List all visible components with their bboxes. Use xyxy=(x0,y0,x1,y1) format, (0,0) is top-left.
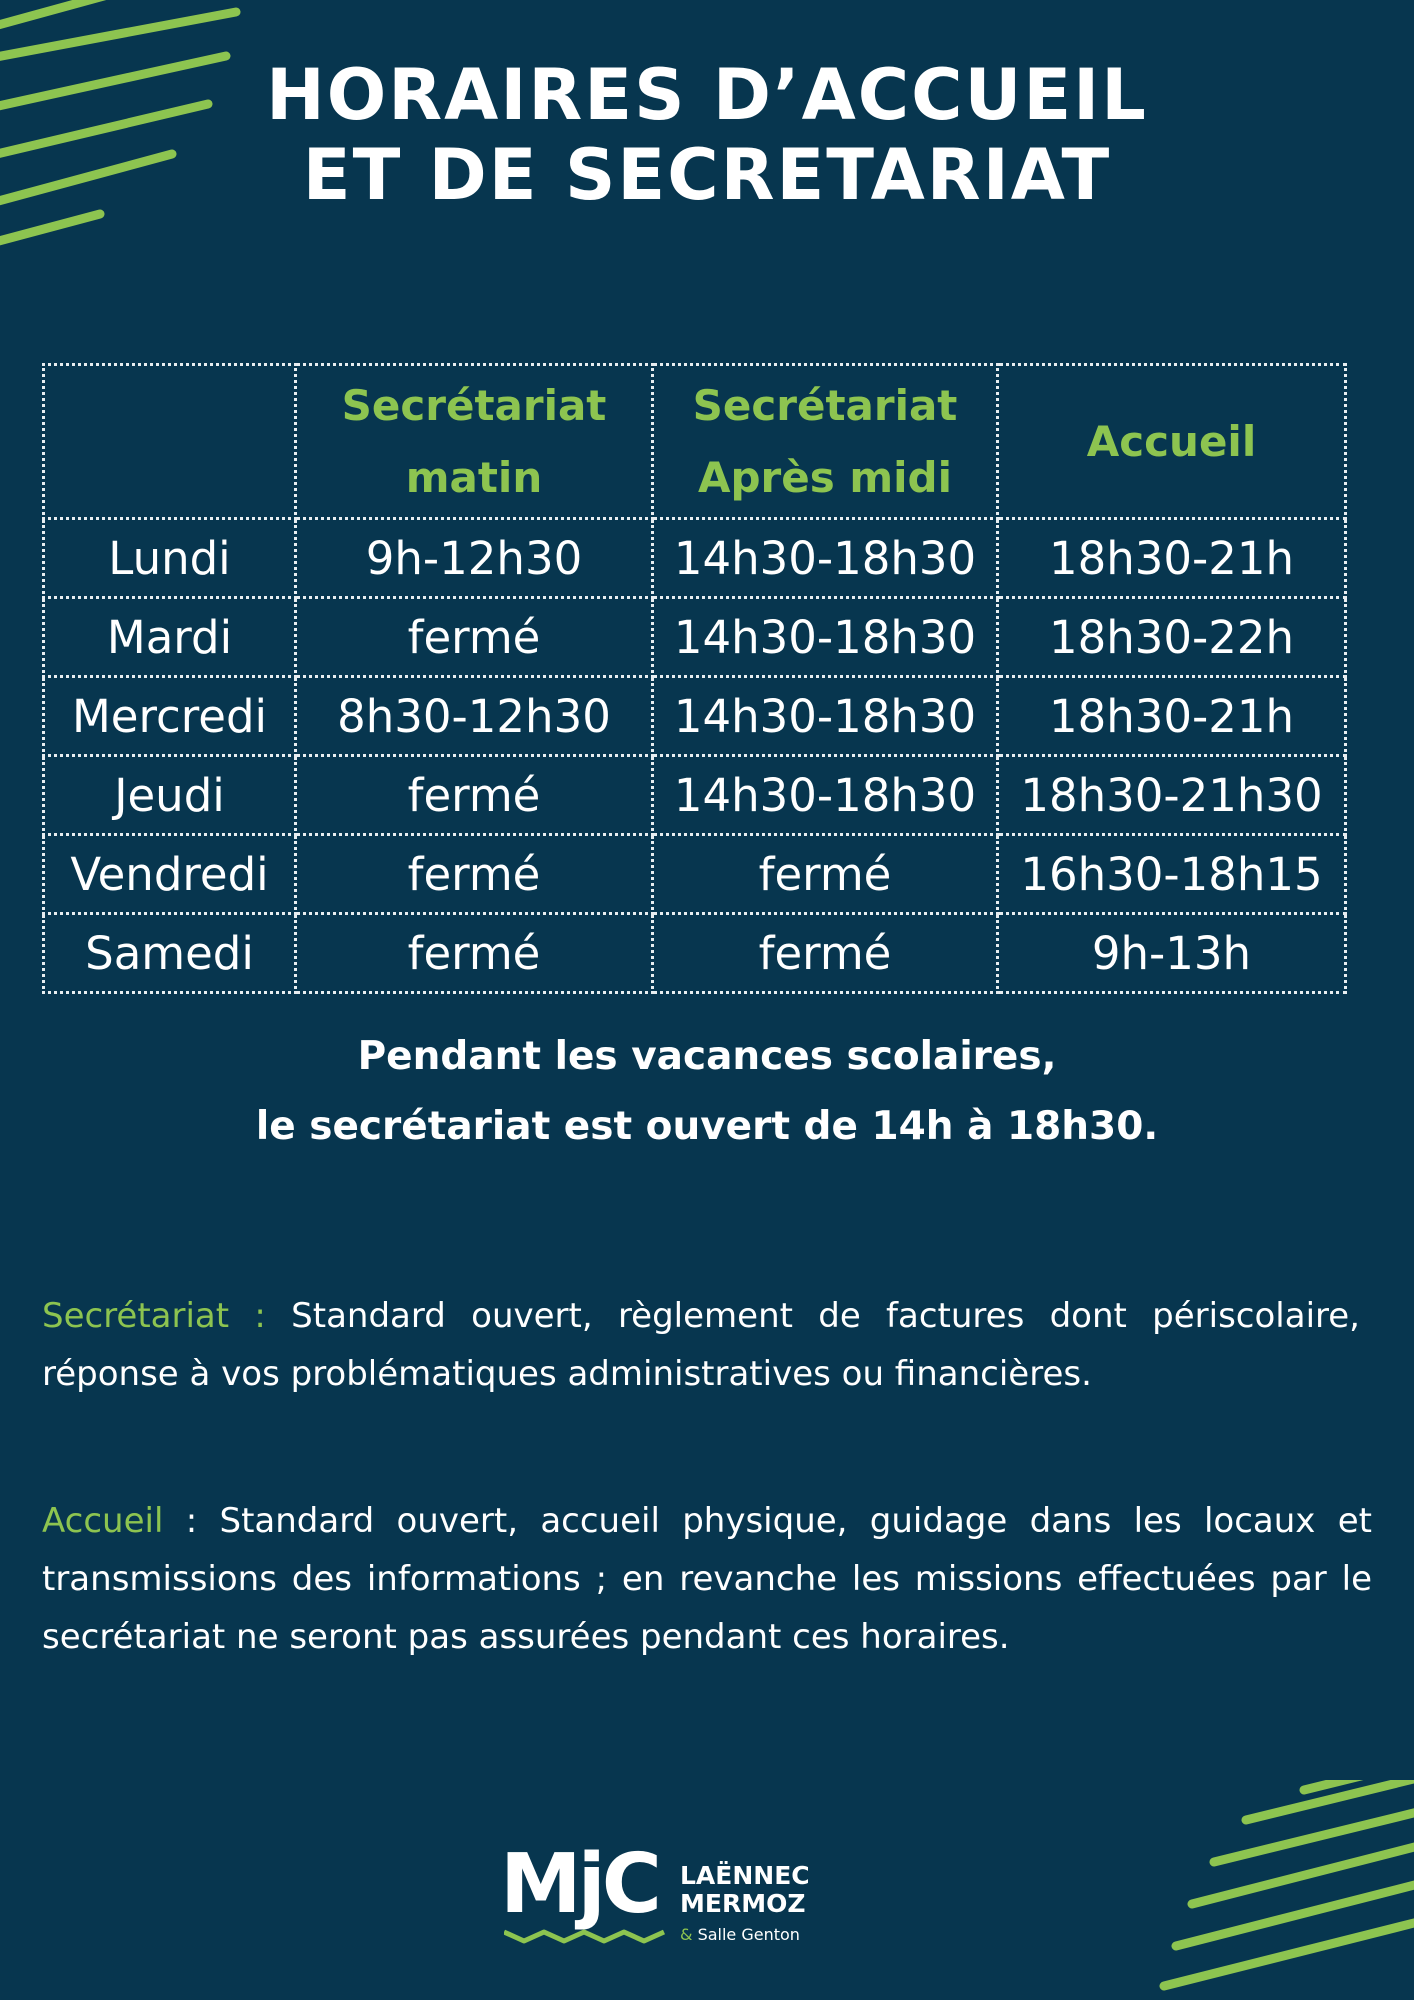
secretariat-text: Standard ouvert, règlement de factures dont périscolaire, réponse à vos problématiques administratives ou financières. xyxy=(42,1296,1360,1394)
holidays-line-2: le secrétariat est ouvert de 14h à 18h30. xyxy=(255,1104,1159,1149)
table-row xyxy=(44,677,1346,756)
accueil-cell: 16h30-18h15 xyxy=(998,835,1346,914)
apres-midi-cell: 14h30-18h30 xyxy=(653,598,998,677)
matin-cell: fermé xyxy=(296,914,653,993)
apres-midi-cell: 14h30-18h30 xyxy=(653,756,998,835)
logo-name xyxy=(680,1862,810,1918)
secretariat-description xyxy=(42,1287,1360,1403)
logo-ampersand: & xyxy=(680,1925,693,1944)
logo-subtitle xyxy=(680,1926,800,1944)
accueil-cell: 18h30-21h xyxy=(998,519,1346,598)
apres-midi-cell: 14h30-18h30 xyxy=(653,519,998,598)
accueil-text: : Standard ouvert, accueil physique, guidage dans les locaux et transmissions des informations ; en revanche les missions effectuées par le secrétariat ne seront pas assurées pendant ces horaires. xyxy=(42,1501,1372,1657)
logo-mark: MjC xyxy=(500,1837,658,1932)
decorative-stripes-bottom-right xyxy=(1154,1780,1414,2000)
matin-cell: fermé xyxy=(296,756,653,835)
matin-cell: 8h30-12h30 xyxy=(296,677,653,756)
logo-wave-icon xyxy=(504,1928,674,1944)
day-cell: Lundi xyxy=(44,519,296,598)
table-row xyxy=(44,835,1346,914)
logo-sub-text: Salle Genton xyxy=(692,1925,800,1944)
holidays-line-1: Pendant les vacances scolaires, xyxy=(357,1034,1057,1079)
matin-cell: 9h-12h30 xyxy=(296,519,653,598)
accueil-cell: 18h30-21h30 xyxy=(998,756,1346,835)
accueil-cell: 9h-13h xyxy=(998,914,1346,993)
apres-midi-cell: fermé xyxy=(653,914,998,993)
table-row xyxy=(44,914,1346,993)
matin-cell: fermé xyxy=(296,835,653,914)
accueil-cell: 18h30-21h xyxy=(998,677,1346,756)
header-secretariat-apres-midi: Secrétariat Après midi xyxy=(653,365,998,519)
logo-name-line-1: LAËNNEC xyxy=(680,1861,810,1890)
mjc-logo xyxy=(500,1837,810,1950)
title-line-2: ET DE SECRETARIAT xyxy=(302,134,1112,216)
logo-name-line-2: MERMOZ xyxy=(680,1889,806,1918)
day-cell: Mercredi xyxy=(44,677,296,756)
matin-cell: fermé xyxy=(296,598,653,677)
page-title xyxy=(0,55,1414,215)
header-cell-empty xyxy=(44,365,296,519)
title-line-1: HORAIRES D’ACCUEIL xyxy=(266,54,1148,136)
apres-midi-cell: 14h30-18h30 xyxy=(653,677,998,756)
day-cell: Samedi xyxy=(44,914,296,993)
secretariat-label: Secrétariat : xyxy=(42,1296,266,1336)
apres-midi-cell: fermé xyxy=(653,835,998,914)
accueil-cell: 18h30-22h xyxy=(998,598,1346,677)
header-secretariat-matin: Secrétariat matin xyxy=(296,365,653,519)
table-row xyxy=(44,756,1346,835)
day-cell: Vendredi xyxy=(44,835,296,914)
school-holidays-notice xyxy=(0,1022,1414,1162)
schedule-table xyxy=(42,363,1347,994)
accueil-description xyxy=(42,1492,1372,1666)
header-accueil: Accueil xyxy=(998,365,1346,519)
table-row xyxy=(44,598,1346,677)
accueil-label: Accueil xyxy=(42,1501,164,1541)
table-header-row xyxy=(44,365,1346,519)
table-row xyxy=(44,519,1346,598)
day-cell: Jeudi xyxy=(44,756,296,835)
day-cell: Mardi xyxy=(44,598,296,677)
